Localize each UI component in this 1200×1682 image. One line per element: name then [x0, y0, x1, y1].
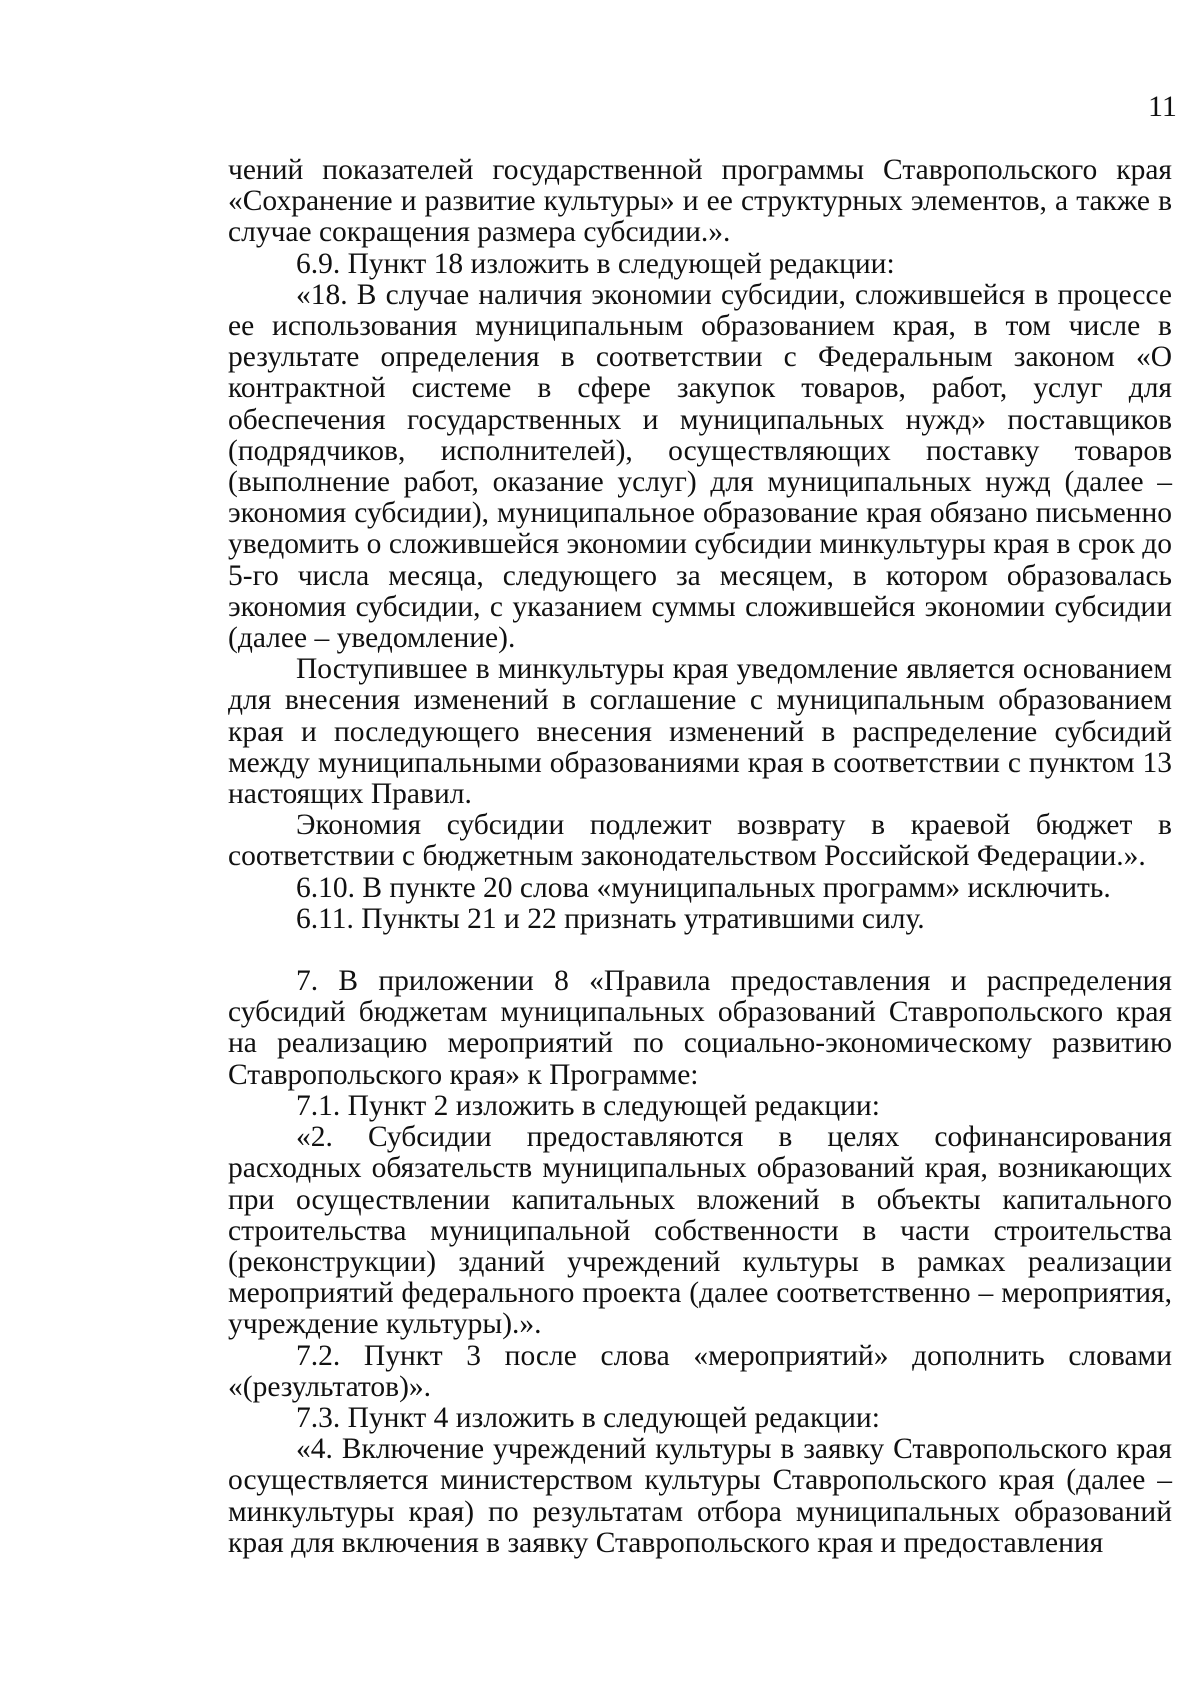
- document-body: [228, 155, 1172, 1559]
- paragraph-item-6-11: 6.11. Пункты 21 и 22 признать утратившими силу.: [296, 902, 925, 935]
- paragraph-item-7-2: 7.2. Пункт 3 после слова «мероприятий» дополнить словами «(результатов)».: [228, 1339, 1172, 1403]
- paragraph-item-7-1: 7.1. Пункт 2 изложить в следующей редакции:: [296, 1089, 880, 1122]
- paragraph-refund: Экономия субсидии подлежит возврату в краевой бюджет в соответствии с бюджетным законодательством Российской Федерации.».: [228, 809, 1172, 873]
- paragraph-item-6-9: 6.9. Пункт 18 изложить в следующей редакции:: [296, 247, 895, 280]
- paragraph-item-6-10: 6.10. В пункте 20 слова «муниципальных программ» исключить.: [296, 871, 1111, 904]
- paragraph-clause-2: «2. Субсидии предоставляются в целях софинансирования расходных обязательств муниципальных образований края, возникающих при осуществлении капитальных вложений в объекты капитального строительства муниципальной собственности в части строительства (реконструкции) зданий учреждений культуры в рамках реализации мероприятий федерального проекта (далее соответственно – мероприятия, учреждение культуры).».: [228, 1121, 1172, 1341]
- paragraph-item-7: 7. В приложении 8 «Правила предоставления и распределения субсидий бюджетам муниципальных образований Ставропольского края на реализацию мероприятий по социально-экономическому развитию Ставропольского края» к Программе:: [228, 965, 1172, 1091]
- paragraph-continuation: чений показателей государственной программы Ставропольского края «Сохранение и развитие культуры» и ее структурных элементов, а также в случае сокращения размера субсидии.».: [228, 154, 1172, 249]
- paragraph-clause-18: «18. В случае наличия экономии субсидии, сложившейся в процессе ее использования муниципальным образованием края, в том числе в результате определения в соответствии с Федеральным законом «О контрактной системе в сфере закупок товаров, работ, услуг для обеспечения государственных и муниципальных нужд» поставщиков (подрядчиков, исполнителей), осуществляющих поставку товаров (выполнение работ, оказание услуг) для муниципальных нужд (далее – экономия субсидии), муниципальное образование края обязано письменно уведомить о сложившейся экономии субсидии минкультуры края в срок до 5-го числа месяца, следующего за месяцем, в котором образовалась экономия субсидии, с указанием суммы сложившейся экономии субсидии (далее – уведомление).: [228, 278, 1172, 655]
- paragraph-item-7-3: 7.3. Пункт 4 изложить в следующей редакции:: [296, 1401, 880, 1434]
- page-number: 11: [1148, 90, 1177, 123]
- paragraph-notification: Поступившее в минкультуры края уведомление является основанием для внесения изменений в соглашение с муниципальным образованием края и последующего внесения изменений в распределение субсидий между муниципальными образованиями края в соответствии с пунктом 13 настоящих Правил.: [228, 653, 1172, 811]
- paragraph-clause-4: «4. Включение учреждений культуры в заявку Ставропольского края осуществляется министерством культуры Ставропольского края (далее – минкультуры края) по результатам отбора муниципальных образований края для включения в заявку Ставропольского края и предоставления: [228, 1433, 1172, 1559]
